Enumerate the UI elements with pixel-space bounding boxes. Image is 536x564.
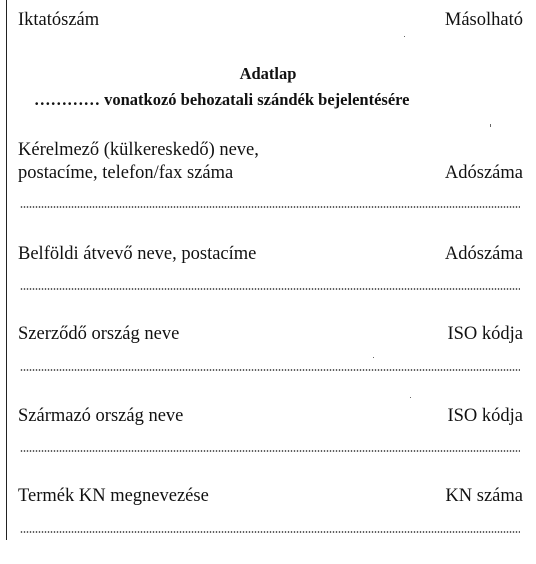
contracting-country-fill-line[interactable]: [20, 369, 520, 371]
copyable-label: Másolható: [444, 10, 523, 30]
scan-speck: [410, 397, 411, 398]
kn-number-label: KN száma: [445, 486, 523, 506]
domestic-recipient-tax-number-label: Adószáma: [444, 244, 523, 264]
form-title: Adatlap: [239, 64, 297, 83]
origin-country-label: Származó ország neve: [18, 406, 184, 426]
form-subtitle: ………… vonatkozó behozatali szándék bejelentésére: [34, 90, 410, 109]
applicant-fill-line[interactable]: [20, 206, 520, 208]
origin-country-iso-label: ISO kódja: [447, 406, 523, 426]
applicant-tax-number-label: Adószáma: [444, 163, 523, 183]
domestic-recipient-fill-line[interactable]: [20, 288, 520, 290]
scan-speck: [373, 357, 374, 358]
scan-speck: [404, 36, 405, 37]
registration-number-label: Iktatószám: [18, 10, 100, 30]
contracting-country-label: Szerződő ország neve: [18, 324, 180, 344]
applicant-name-label-line2: postacíme, telefon/fax száma: [18, 163, 234, 183]
scan-speck: [490, 124, 491, 127]
origin-country-fill-line[interactable]: [20, 450, 520, 452]
contracting-country-iso-label: ISO kódja: [447, 324, 523, 344]
product-kn-description-label: Termék KN megnevezése: [18, 486, 209, 506]
domestic-recipient-label: Belföldi átvevő neve, postacíme: [18, 244, 257, 264]
applicant-name-label-line1: Kérelmező (külkereskedő) neve,: [18, 140, 259, 160]
product-kn-fill-line[interactable]: [20, 531, 520, 533]
